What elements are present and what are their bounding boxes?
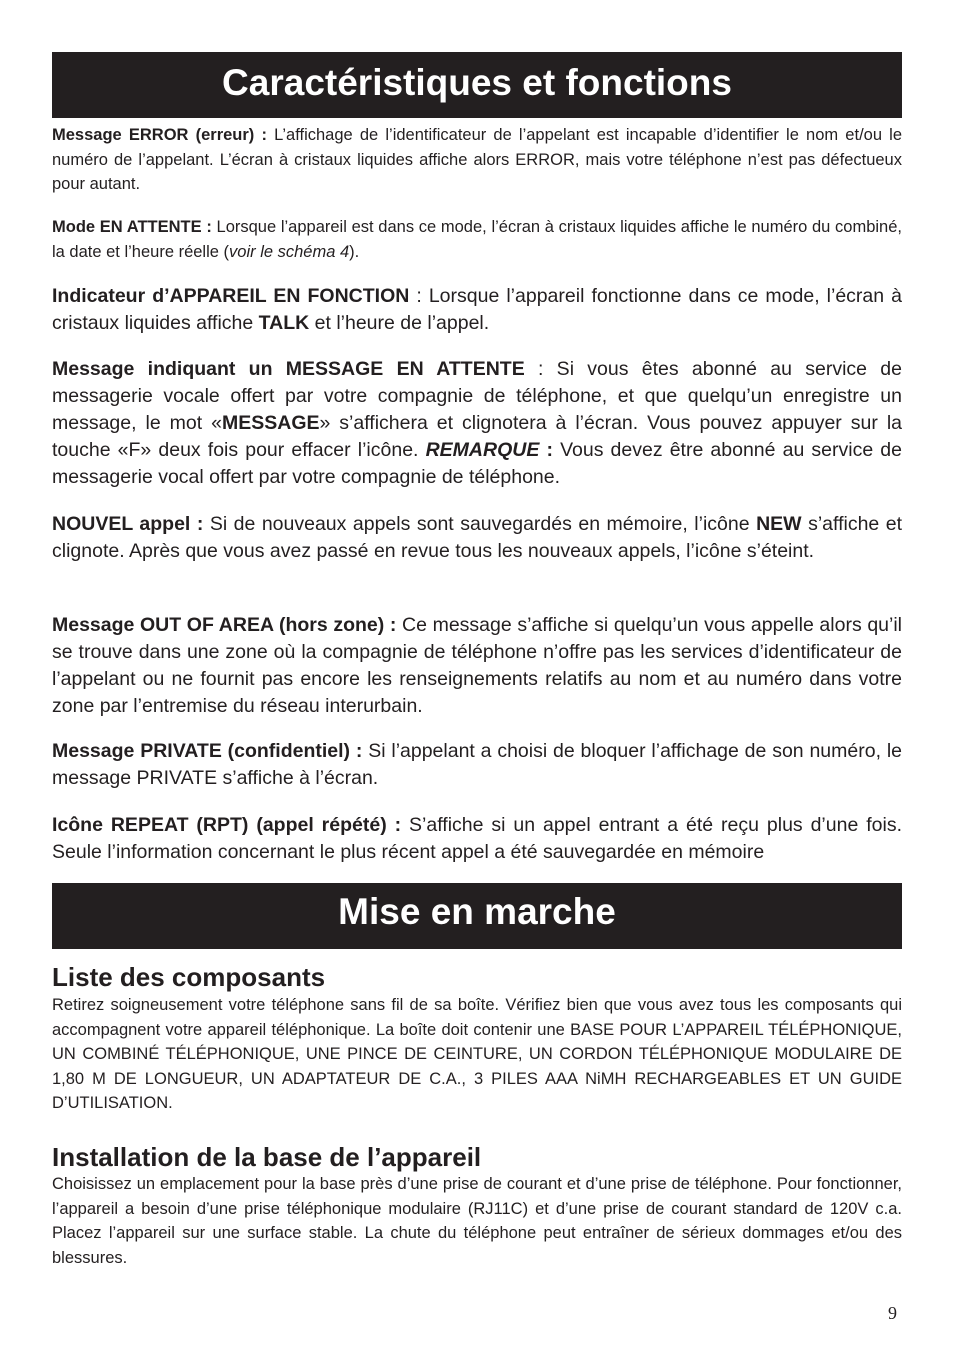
paragraph-in-use-indicator	[52, 283, 902, 337]
description-new-call: Si de nouveaux appels sont sauvegardés en mémoire, l’icône	[203, 513, 757, 535]
term-private: Message PRIVATE (confidentiel) :	[52, 740, 363, 762]
description-in-use: : Lorsque l’appareil fonctionne dans ce mode, l’écran à cristaux liquides affiche	[52, 285, 902, 334]
paragraph-error-message	[52, 123, 902, 197]
description-out-of-area: Ce message s’affiche si quelqu’un vous appelle alors qu’il se trouve dans une zone où la compagnie de téléphone n’offre pas les services d’identificateur de l’appelant ou ne fournit pas encore les renseignements relatifs au nom et au numéro dans votre zone par l’entremise du réseau interurbain.	[52, 614, 903, 717]
new-keyword: NEW	[756, 513, 802, 535]
description-message-waiting-cont: » s’affichera et clignotera à l’écran. Vous pouvez appuyer sur la touche «F» deux fois pour effacer l’icône.	[52, 412, 902, 461]
section-title-getting-started: Mise en marche	[52, 883, 902, 949]
remark-label: REMARQUE	[425, 439, 540, 461]
term-standby: Mode EN ATTENTE :	[52, 218, 212, 236]
paragraph-private	[52, 738, 902, 792]
paragraph-out-of-area	[52, 612, 902, 720]
page-number: 9	[888, 1303, 897, 1323]
description-standby: Lorsque l’appareil est dans ce mode, l’écran à cristaux liquides affiche le numéro du combiné, la date et l’heure réelle (	[52, 218, 902, 261]
description-private: Si l’appelant a choisi de bloquer l’affichage de son numéro, le message PRIVATE s’affiche à l’écran.	[52, 740, 902, 789]
description-repeat: S’affiche si un appel entrant a été reçu plus d’une fois. Seule l’information concernant le plus récent appel a été sauvegardée en mémoire	[52, 814, 902, 863]
paragraph-new-call	[52, 511, 902, 565]
term-message-waiting: Message indiquant un MESSAGE EN ATTENTE	[52, 358, 525, 380]
section-title-features: Caractéristiques et fonctions	[52, 52, 902, 118]
talk-keyword: TALK	[258, 312, 310, 334]
term-in-use: Indicateur d’APPAREIL EN FONCTION	[52, 285, 410, 307]
term-repeat: Icône REPEAT (RPT) (appel répété) :	[52, 814, 402, 836]
description-error: L’affichage de l’identificateur de l’appelant est incapable d’identifier le nom et/ou le numéro de l’appelant. L’écran à cristaux liquides affiche alors ERROR, mais votre téléphone n’est pas défectueux pour autant.	[52, 126, 902, 193]
message-keyword: MESSAGE	[221, 412, 320, 434]
diagram-reference: voir le schéma 4	[229, 242, 350, 261]
paragraph-base-installation: Choisissez un emplacement pour la base près d’une prise de courant et d’une prise de téléphone. Pour fonctionner, l’appareil a besoin d’une prise téléphonique modulaire (RJ11C) et d’une prise de courant standard de 120V c.a. Placez l’appareil sur une surface stable. La chute du téléphone peut entraîner de sérieux dommages et/ou des blessures.	[52, 1175, 902, 1267]
paragraph-repeat-icon	[52, 812, 902, 866]
paragraph-parts-list: Retirez soigneusement votre téléphone sans fil de sa boîte. Vérifiez bien que vous avez tous les composants qui accompagnent votre appareil téléphonique. La boîte doit contenir une BASE POUR L’APPAREIL TÉLÉPHONIQUE, UN COMBINÉ TÉLÉPHONIQUE, UNE PINCE DE CEINTURE, UN CORDON TÉLÉPHONIQUE MODULAIRE DE 1,80 M DE LONGUEUR, UN ADAPTATEUR DE C.A., 3 PILES AAA NiMH RECHARGEABLES ET UN GUIDE D’UTILISATION.	[52, 996, 902, 1112]
paragraph-message-waiting	[52, 356, 902, 491]
term-out-of-area: Message OUT OF AREA (hors zone) :	[52, 614, 397, 636]
description-standby-end: ).	[349, 242, 360, 261]
description-new-call-end: s’affiche et clignote. Après que vous avez passé en revue tous les nouveaux appels, l’icône s’éteint.	[52, 513, 903, 562]
remark-text: Vous devez être abonné au service de messagerie vocal offert par votre compagnie de téléphone.	[52, 439, 902, 488]
heading-base-installation: Installation de la base de l’appareil	[52, 1142, 482, 1172]
term-error: Message ERROR (erreur) :	[52, 126, 267, 144]
description-message-waiting: : Si vous êtes abonné au service de messagerie vocale offert par votre compagnie de téléphone, et que quelqu’un enregistre un message, le mot «	[52, 358, 902, 434]
remark-colon: :	[539, 439, 553, 461]
paragraph-standby-mode	[52, 215, 902, 264]
description-in-use-end: et l’heure de l’appel.	[309, 312, 490, 334]
term-new-call: NOUVEL appel :	[52, 513, 204, 535]
heading-parts-list: Liste des composants	[52, 962, 326, 992]
